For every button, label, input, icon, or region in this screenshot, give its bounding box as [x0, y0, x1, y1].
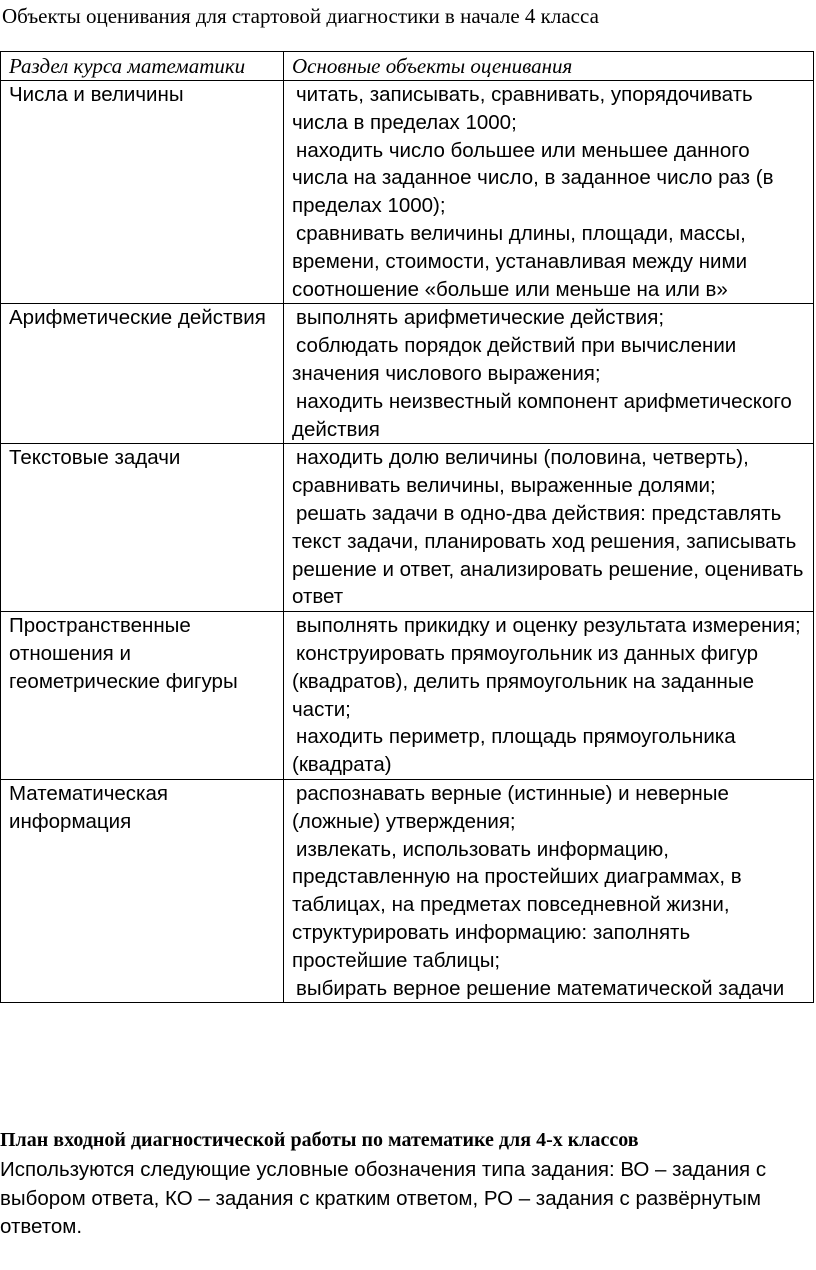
- objects-cell: [284, 444, 814, 612]
- objective-item: [292, 137, 805, 220]
- table-row: [1, 304, 814, 444]
- plan-text: Используются следующие условные обозначения типа задания: ВО – задания с выбором ответа, КО – задания с кратким ответом, РО – задания с развёрнутым ответом.: [0, 1158, 767, 1238]
- objective-item: [292, 444, 805, 500]
- objective-item: [292, 220, 805, 303]
- objective-text: читать, записывать, сравнивать, упорядочивать числа в пределах 1000;: [292, 83, 753, 134]
- table-row: [1, 81, 814, 304]
- objective-text: находить неизвестный компонент арифметического действия: [292, 389, 792, 441]
- section-name: Текстовые задачи: [1, 444, 284, 612]
- objective-item: [292, 81, 805, 137]
- objective-text: находить долю величины (половина, четверть), сравнивать величины, выраженные долями;: [292, 446, 749, 498]
- objective-item: [292, 388, 805, 444]
- objective-text: находить периметр, площадь прямоугольника (квадрата): [292, 725, 736, 777]
- objective-text: выполнять арифметические действия;: [296, 306, 665, 330]
- header-section: Раздел курса математики: [1, 52, 284, 81]
- objective-text: решать задачи в одно-два действия: представлять текст задачи, планировать ход решения, записывать решение и ответ, анализировать решение, оценивать ответ: [292, 501, 804, 609]
- section-name: Арифметические действия: [1, 304, 284, 444]
- table-row: [1, 779, 814, 1002]
- section-name: Числа и величины: [1, 81, 284, 304]
- assessment-objects-table: [0, 51, 814, 1003]
- objective-text: конструировать прямоугольник из данных фигур (квадратов), делить прямоугольник на заданные части;: [292, 641, 759, 721]
- objective-text: сравнивать величины длины, площади, массы, времени, стоимости, устанавливая между ними соотношение «больше или меньше на или в»: [292, 221, 748, 301]
- objective-text: находить число большее или меньшее данного числа на заданное число, в заданное число раз (в пределах 1000);: [292, 138, 774, 218]
- table-row: [1, 444, 814, 612]
- table-row: [1, 612, 814, 780]
- plan-heading: План входной диагностической работы по математике для 4-х классов: [0, 1129, 639, 1151]
- objective-item: [292, 304, 805, 332]
- objective-item: [292, 332, 805, 388]
- header-objects: Основные объекты оценивания: [284, 52, 814, 81]
- objects-cell: [284, 81, 814, 304]
- section-name: Математическая информация: [1, 779, 284, 1002]
- document-title: Объекты оценивания для стартовой диагностики в начале 4 класса: [2, 4, 599, 28]
- objective-item: [292, 780, 805, 836]
- objective-text: распознавать верные (истинные) и неверные (ложные) утверждения;: [292, 781, 729, 833]
- objects-cell: [284, 779, 814, 1002]
- objective-item: [292, 612, 805, 640]
- objective-item: [292, 640, 805, 723]
- objects-cell: [284, 612, 814, 780]
- objective-item: [292, 836, 805, 975]
- objective-item: [292, 500, 805, 611]
- section-name: Пространственные отношения и геометрические фигуры: [1, 612, 284, 780]
- table-header-row: [1, 52, 814, 81]
- objective-text: соблюдать порядок действий при вычислении значения числового выражения;: [292, 334, 737, 385]
- objective-item: [292, 723, 805, 779]
- objective-text: извлекать, использовать информацию, представленную на простейших диаграммах, в таблицах, на предметах повседневной жизни, структурировать информацию: заполнять простейшие таблицы;: [292, 837, 742, 972]
- objective-text: выполнять прикидку и оценку результата измерения;: [296, 614, 801, 638]
- objects-cell: [284, 304, 814, 444]
- objective-item: [292, 975, 805, 1003]
- objective-text: выбирать верное решение математической задачи: [296, 976, 785, 1000]
